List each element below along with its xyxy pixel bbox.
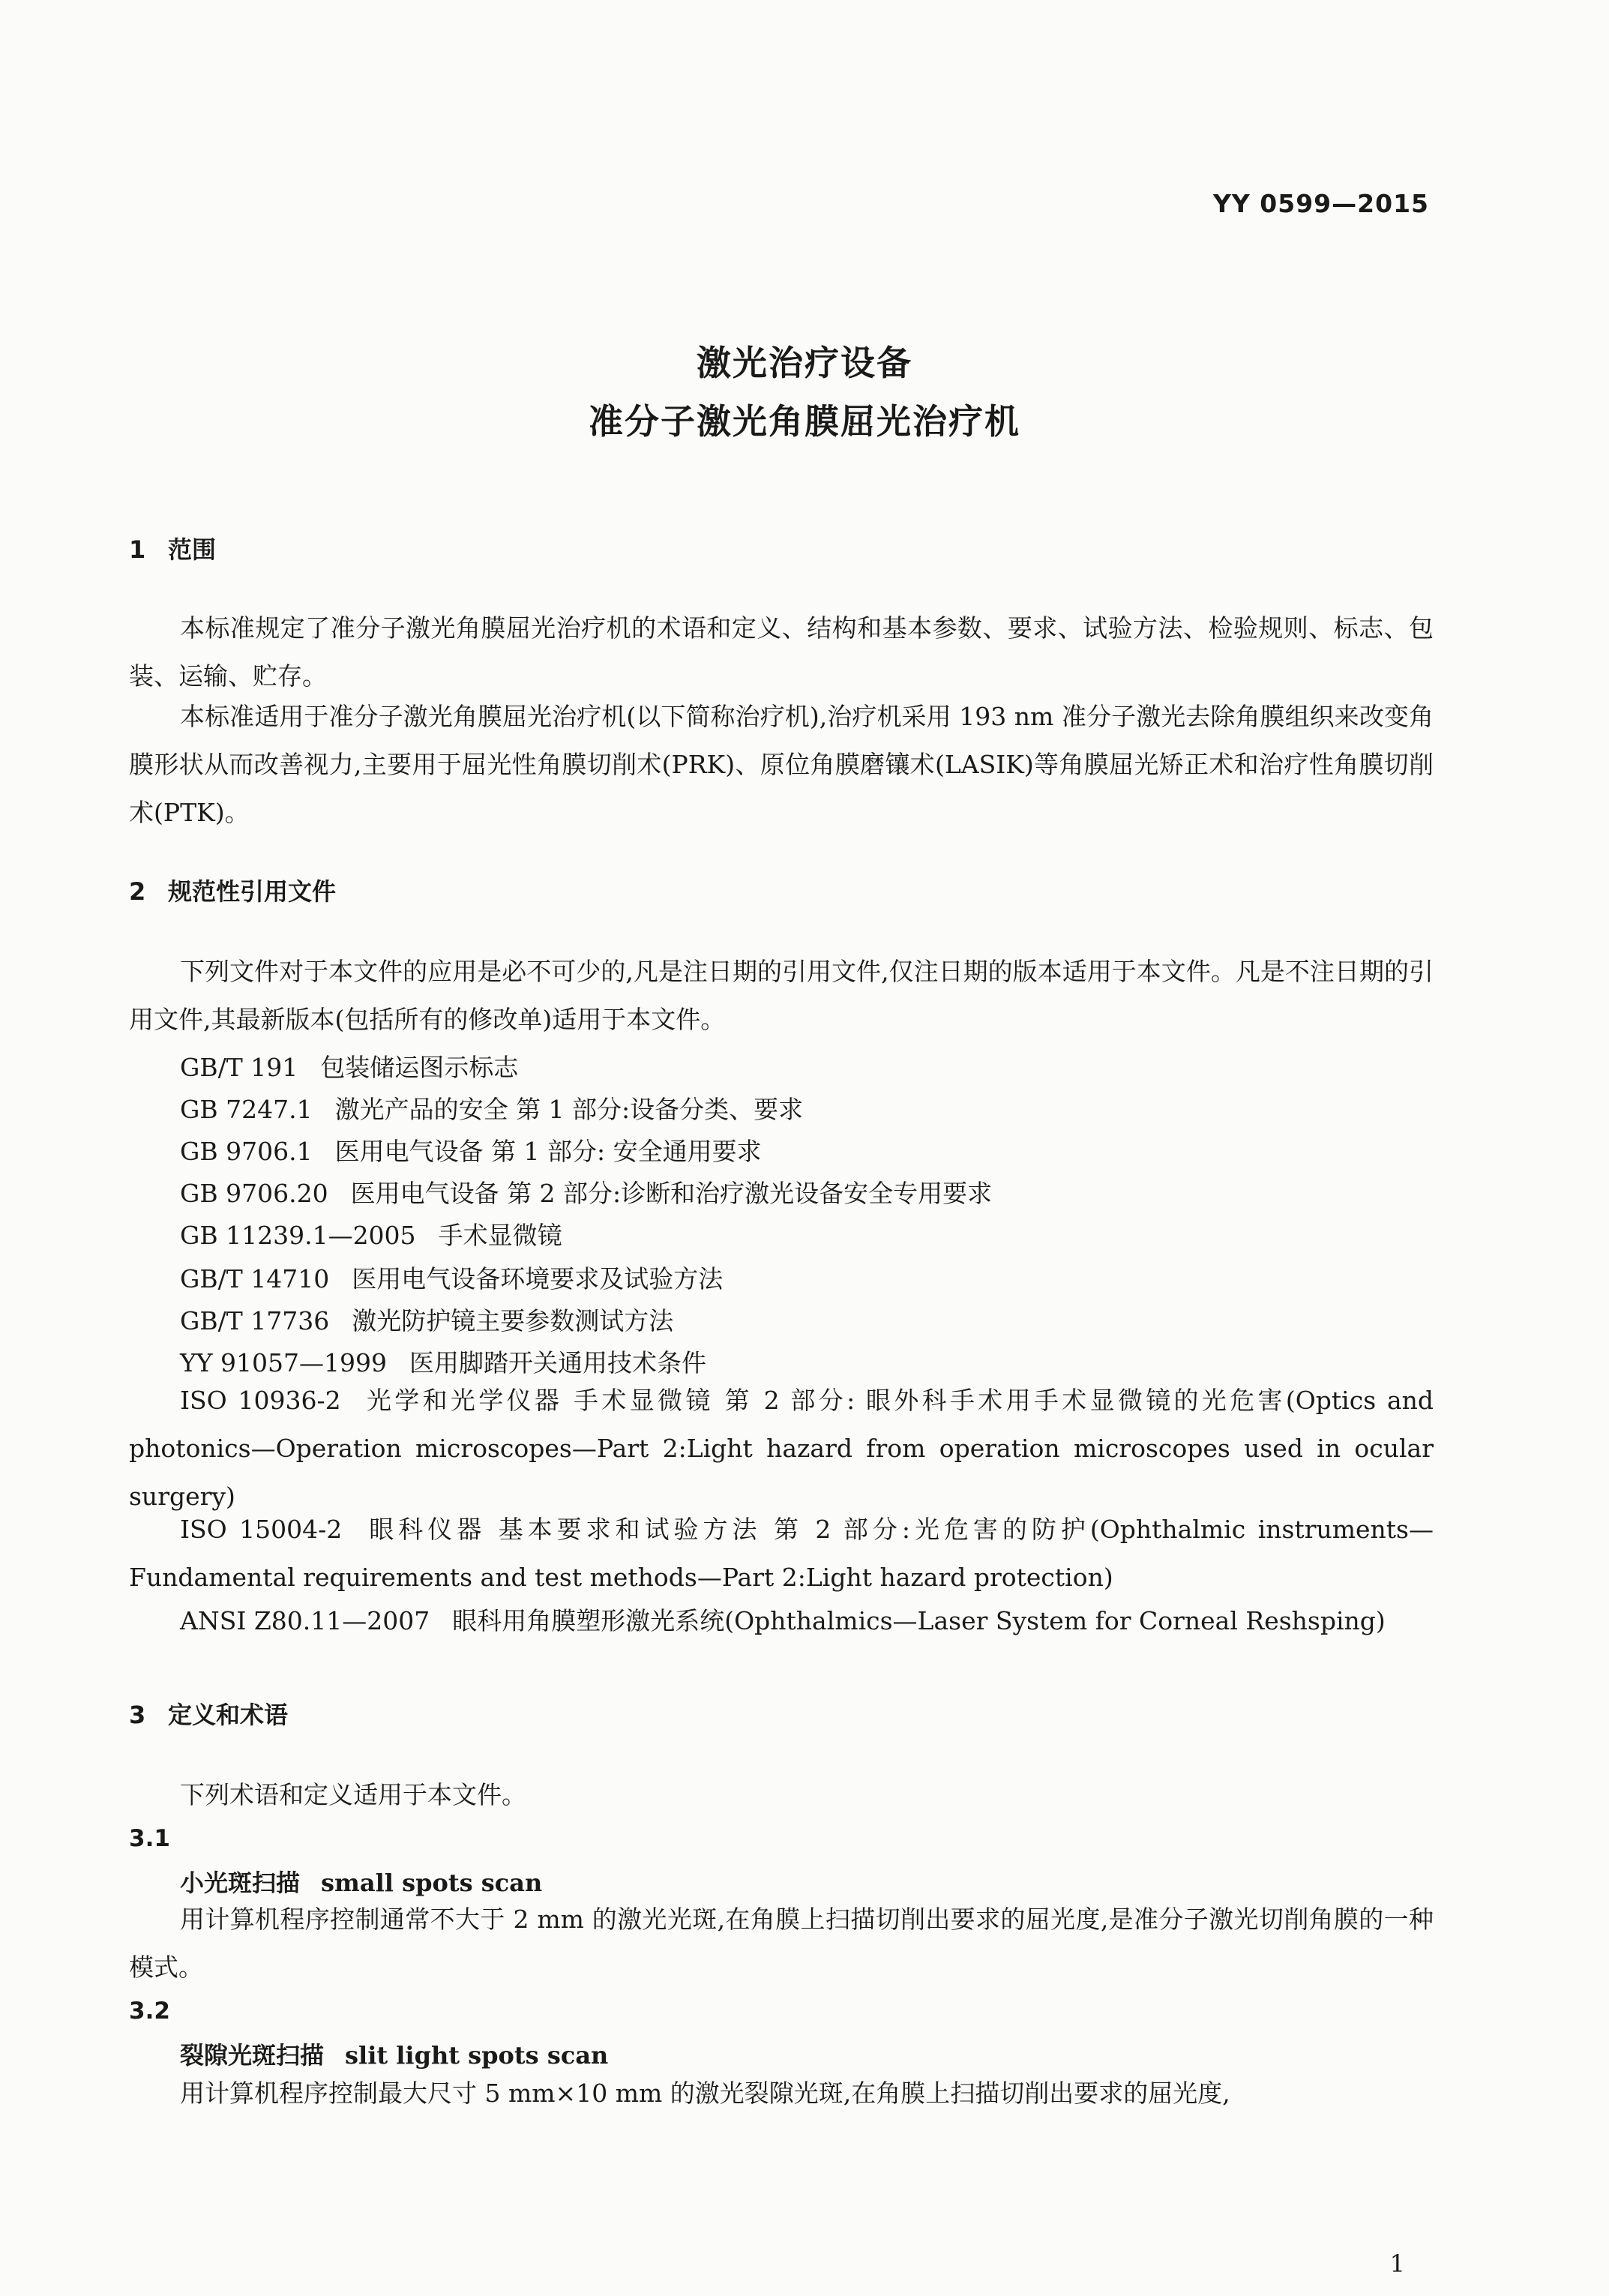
reference-item-iso-10936: ISO 10936-2 光学和光学仪器 手术显微镜 第 2 部分: 眼外科手术用手术显微镜的光危害(Optics and photonics—Operation microscopes—Part 2:Light hazard from operation microscopes used in ocular surgery): [129, 1386, 1434, 1511]
section-1-heading: [129, 531, 216, 565]
term-heading: 小光斑扫描 small spots scan: [180, 1869, 543, 1897]
section-title: 规范性引用文件: [168, 877, 337, 906]
reference-item: GB/T 17736 激光防护镜主要参数测试方法: [180, 1306, 674, 1335]
reference-item: GB 11239.1—2005 手术显微镜: [180, 1221, 562, 1250]
term-definition: 用计算机程序控制通常不大于 2 mm 的激光光斑,在角膜上扫描切削出要求的屈光度,是准分子激光切削角膜的一种模式。: [129, 1905, 1434, 1982]
reference-item: GB 9706.1 医用电气设备 第 1 部分: 安全通用要求: [180, 1137, 762, 1166]
section-3-heading: [129, 1696, 288, 1731]
section-title: 范围: [168, 535, 217, 564]
section-number: 1: [129, 535, 146, 564]
term-number: 3.2: [129, 1998, 170, 2025]
section-2-heading: [129, 873, 336, 907]
title-line-1: 激光治疗设备: [697, 343, 912, 383]
reference-item: GB 9706.20 医用电气设备 第 2 部分:诊断和治疗激光设备安全专用要求: [180, 1179, 993, 1208]
section-3-intro: 下列术语和定义适用于本文件。: [180, 1780, 526, 1809]
reference-item: GB/T 191 包装储运图示标志: [180, 1053, 519, 1082]
term-definition: 用计算机程序控制最大尺寸 5 mm×10 mm 的激光裂隙光斑,在角膜上扫描切削出要求的屈光度,: [180, 2079, 1230, 2108]
section-1-para-1: 本标准规定了准分子激光角膜屈光治疗机的术语和定义、结构和基本参数、要求、试验方法、检验规则、标志、包装、运输、贮存。: [129, 613, 1434, 691]
reference-item-iso-15004: ISO 15004-2 眼科仪器 基本要求和试验方法 第 2 部分:光危害的防护(Ophthalmic instruments—Fundamental requirements and test methods—Part 2:Light hazard protection): [129, 1515, 1434, 1592]
reference-item-ansi: ANSI Z80.11—2007 眼科用角膜塑形激光系统(Ophthalmics—Laser System for Corneal Reshsping): [180, 1606, 1386, 1635]
term-heading: 裂隙光斑扫描 slit light spots scan: [180, 2041, 609, 2070]
title-line-2: 准分子激光角膜屈光治疗机: [589, 401, 1020, 442]
term-number: 3.1: [129, 1825, 170, 1852]
reference-item: GB/T 14710 医用电气设备环境要求及试验方法: [180, 1264, 724, 1293]
section-1-para-2: 本标准适用于准分子激光角膜屈光治疗机(以下简称治疗机),治疗机采用 193 nm 准分子激光去除角膜组织来改变角膜形状从而改善视力,主要用于屈光性角膜切削术(PRK)、原位角膜磨镶术(LASIK)等角膜屈光矫正术和治疗性角膜切削术(PTK)。: [129, 702, 1434, 827]
doc-number: YY 0599—2015: [1213, 189, 1429, 218]
page-number: 1: [1389, 2250, 1405, 2278]
reference-item: GB 7247.1 激光产品的安全 第 1 部分:设备分类、要求: [180, 1095, 804, 1124]
section-title: 定义和术语: [168, 1701, 289, 1729]
section-2-intro: 下列文件对于本文件的应用是必不可少的,凡是注日期的引用文件,仅注日期的版本适用于本文件。凡是不注日期的引用文件,其最新版本(包括所有的修改单)适用于本文件。: [129, 957, 1434, 1034]
reference-item: YY 91057—1999 医用脚踏开关通用技术条件: [180, 1348, 707, 1377]
section-number: 3: [129, 1701, 146, 1729]
section-number: 2: [129, 877, 146, 906]
